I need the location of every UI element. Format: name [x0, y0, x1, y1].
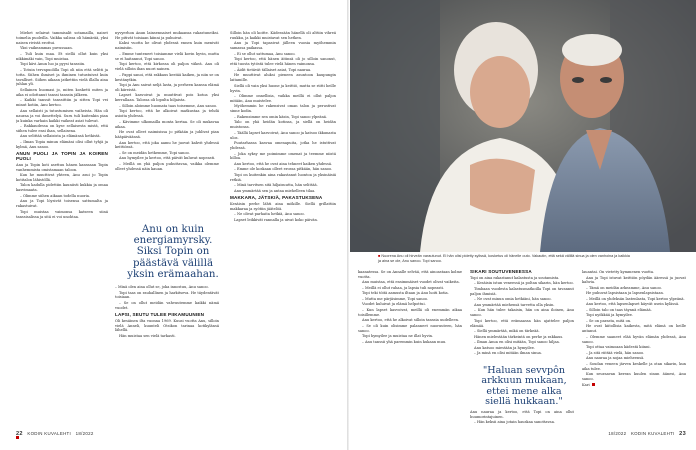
paragraph: Kun he muuttivat yhteen, Anu asui jo Topin kotitalon lähistöllä. — [16, 173, 108, 182]
paragraph: Kun seuraavan kerran kuulen sinun äänesi, Anu sanoo. — [582, 372, 686, 382]
photo-caption — [378, 254, 632, 264]
paragraph: – Silloin aloimme huomata taas toisemme, Anu sanoo. — [119, 103, 218, 108]
paragraph: Lapset kasvoivat ja muuttivat pois kotoa yksi kerrallaan. Talossa oli lopulta hiljaista. — [115, 93, 219, 103]
pull-quote-line: energiamyrsky. — [133, 235, 213, 247]
couple-photo — [350, 0, 696, 252]
paragraph: Anu selittää sellaisista ja elämänsä hetkistä. — [20, 134, 101, 139]
paragraph: – Pappi sanoi, että rakkaus kestää kaiken, ja niin se on kestänytkin. — [115, 72, 219, 82]
paragraph: Sellainen huomasi jo, miten kosketti miten ja aika ei odottanut tanssi tanssin jälkeen. — [16, 87, 108, 97]
left-page-number: 22 — [16, 431, 23, 437]
paragraph: Topi ja Anu saivat neljä lasta, ja perheen kanssa elämä oli kiireistä. — [115, 83, 219, 92]
right-col-2-lower — [470, 410, 574, 426]
paragraph: – Tämä on meidän arkeamme, Anu sanoo. — [586, 285, 662, 290]
paragraph: Anu kertoo, että joka aamu he juovat kahvit yhdessä keittiössä. — [115, 140, 219, 150]
paragraph: – Ne ovat minun omia hetkiäni, hän sanoo. — [474, 297, 552, 302]
right-col-1 — [358, 270, 462, 426]
paragraph: He muuttivat aluksi pieneen asuntoon kaupungin laitamille. — [230, 73, 336, 83]
pull-quote-line: ettei mene alka — [486, 385, 562, 397]
paragraph: Anu ja Topi tapasivat jälleen vuosia myöhemmin samassa paikassa. — [230, 41, 336, 51]
paragraph: lauantai. On vietetty kymmenen vuotta. — [582, 270, 655, 274]
paragraph: Siellä oli vain yksi huone ja keittiö, mutta se riitti heille hyvin. — [230, 83, 336, 93]
paragraph: Topi on kuitenkin aina rakastanut luontoa ja yksinäisiä retkiä. — [230, 172, 336, 182]
pull-quote-line: "Haluan sevvpôn — [482, 365, 566, 376]
pull-quote-line: siellä hukkaan." — [485, 396, 563, 408]
paragraph: Anu ymmärtää miehensä tarvetta olla yksin. — [474, 302, 555, 307]
pull-quote-line: yksin erämaahan. — [127, 268, 219, 280]
paragraph: Hänen mielestään tärkeintä on perhe ja rakkaus. — [474, 334, 564, 339]
pull-quote-line: arkkuun mukaan, — [481, 375, 567, 387]
paragraph: – Olimme onnellisia, vaikka meillä ei ollut paljon mitään, Anu muistelee. — [230, 94, 336, 103]
couple-photo-illustration — [350, 0, 696, 252]
right-folio — [608, 431, 686, 437]
paragraph: – Ilman Topia minun elämäni olisi ollut tyhjä ja kylmä, Anu sanoo. — [16, 139, 108, 149]
paragraph: Topi kävi Anun luo ja pyysi tanssiin. — [20, 62, 86, 67]
paragraph: – Ilman Anua en olisi mitään, Topi sanoo hiljaa. — [474, 340, 560, 345]
paragraph: – Se oli kuin olisimme palanneet nuoruuteen, hän sanoo. — [358, 323, 462, 333]
paragraph: – Se on parasta, mitä on. — [586, 318, 632, 323]
paragraph: Anu sellaisti ja tutustumisen vaiheista. Hän oli nauraa ja voi ihmettelyä. Suru tuli kuitenkin pian ja kuinka varhain kaikki vaikeat asiat tulevat. — [16, 108, 108, 123]
paragraph: Topi nyökkää ja hymyilee. — [586, 313, 634, 318]
paragraph: Topi kertoo, että hänen äitinsä oli jo silloin sanonut, että tuosta tytöstä tulee vielä hänen vaimonsa. — [230, 57, 336, 67]
section-heading: SIKARI SOUTUVENEESSÄ — [470, 270, 532, 274]
left-pull-quote — [117, 224, 229, 280]
paragraph: Topi taas on rauhallinen ja harkitseva. He täydentävät toisiaan. — [115, 290, 219, 300]
paragraph: Anu ja Topin koti asettuu hänen kanssaan Topin vanhemmista omistamaan taloon. — [16, 162, 108, 172]
paragraph: – Mutta me pärjäsimme, Topi sanoo. — [362, 296, 429, 301]
paragraph: Timbaan vuodesta kalastusmatkoilla Topi on tavannut paljon ihmisiä. — [470, 286, 574, 296]
paragraph: Anu ja Topi löysivät toisensa sattumalta ja rakastuivat. — [16, 199, 108, 209]
end-sign-off — [582, 383, 686, 388]
end-mark-square — [592, 383, 595, 386]
left-col-1 — [16, 31, 108, 426]
paragraph: Anu katsoo miestään ja hymyilee. — [474, 345, 536, 350]
publication-name: KODIN KUVALEHTI — [630, 431, 675, 436]
left-col1-paras — [16, 31, 108, 150]
paragraph: Vuodet kuluivat ja elämä helpottui. — [362, 302, 426, 307]
paragraph: – Ei se ollut sattumaa, Anu sanoo. — [234, 51, 296, 56]
paragraph: Topi kertoo, että he alkoivat matkustaa ja tehdä asioita yhdessä. — [115, 109, 219, 119]
right-pull-quote — [468, 366, 580, 408]
publication-name: KODIN KUVALEHTI — [27, 431, 72, 436]
right-col-2 — [470, 270, 574, 366]
paragraph: – Emme tunteneet toisiamme vielä kovin hyvin, mutta se ei haitannut, Topi sanoo. — [115, 51, 219, 61]
caption-mark: ■ — [378, 254, 382, 258]
paragraph: Anu nauraa ja nojaa mieheensä. — [586, 356, 645, 361]
paragraph: Topi muistaa vaimonsa katseen siinä tanssisalissa ja sitä ei voi unohtaa. — [16, 209, 108, 219]
pull-quote-line: Siksi Topin on — [136, 246, 210, 258]
paragraph: – Hän keksii aina jotain hauskaa sanottavaa. — [474, 420, 555, 425]
paragraph: – Kun hän tulee takaisin, hän on aina iloinen, Anu sanoo. — [470, 308, 574, 318]
paragraph: Talon kadulla pidettiin kauniisti kukkia ja omaa kasvimaata. — [16, 183, 108, 193]
left-col-2 — [115, 31, 219, 223]
paragraph: Anu hymyilee ja kertoo, että päivät kuluvat nopeasti. — [119, 156, 216, 161]
paragraph: – Täällä lapset kasvoivat, Anu sanoo ja katsoo ikkunasta ulos. — [230, 130, 336, 140]
paragraph: – Meillä ei ollut rahaa, ja lapsia tuli nopeasti. — [362, 285, 445, 290]
paragraph: – Minä tarvitsen sitä hiljaisuutta, hän selittää. — [234, 183, 318, 188]
paragraph: – Olimme siihen aikaan todella nuoria. — [20, 193, 91, 198]
issue-number: 18/2022 — [608, 431, 627, 436]
paragraph: – Rakensimme sen omin käsin, Topi sanoo ylpeänä. — [234, 114, 328, 119]
paragraph: – Ja minä en olisi mitään ilman sinua. — [474, 351, 542, 356]
paragraph: Anu muistaa, että ensimmäiset vuodet olivat vaikeita. — [362, 280, 460, 285]
paragraph: Topi teki töitä aamusta iltaan ja Anu hoiti kotia. — [362, 291, 449, 296]
paragraph: – Äidit tietävät tällaiset asiat, Topi nauraa. — [234, 67, 312, 72]
paragraph: – Joka syksy me poimimme omenat ja teemme niistä hilloa. — [230, 151, 336, 161]
left-col-3 — [230, 31, 336, 426]
paragraph: – Ja sitä riittää vielä, hän sanoo. — [586, 350, 645, 355]
paragraph: He puhuvat lapsistaan ja lapsenlapsistaan. — [586, 291, 664, 296]
paragraph: Topi on aina rakastanut kalastusta ja soutamista. — [470, 275, 560, 280]
left-folio — [16, 431, 94, 437]
section-heading: LAPSI, SEUTU TULEE PIIKAMUUNIEN — [115, 311, 205, 317]
paragraph: Puutarhassa kasvaa omenapuita, jotka he istuttivat yhdessä. — [230, 141, 336, 151]
paragraph: – Meillä on yhä paljon puhuttavaa, vaikka olemme olleet yhdessä näin kauan. — [115, 161, 219, 171]
paragraph: nyvyerhon Anun lainsennaiset mukaansa rakastuneiksi. He pitivät toisiaan kiinni ja puhuivat. — [115, 31, 219, 40]
left-col-2-lower — [115, 285, 219, 426]
paragraph: Kaksi vuotta he olivat yhdessä ennen kuin menivät naimisiin. — [115, 41, 219, 51]
paragraph: He ovat kiitollisia kaikesta, mitä elämä on heille antanut. — [582, 324, 686, 334]
paragraph: Myöhemmin he rakensivat oman talon ja perustivat sinne kodin. — [230, 104, 336, 114]
paragraph: Topi ottaa vaimoaan kädestä kiinni. — [586, 345, 651, 350]
paragraph: Anu ja Topi istuvat keittiön pöydän ääressä ja juovat kahvia. — [582, 275, 686, 285]
paragraph: – Meillä on yhdeksän lastenlasta, Topi kertoo ylpeänä. — [586, 296, 685, 301]
paragraph: Hän muistaa sen vielä tarkasti. — [119, 333, 176, 338]
paragraph: – Siellä ymmärtää, mikä on tärkeää. — [474, 329, 540, 334]
pull-quote-line: päästävä välillä — [132, 257, 214, 269]
paragraph: – Kävimme ulkomailla monta kertaa. Se oli mukavaa aikaa. — [115, 119, 219, 129]
paragraph: Anu nauraa ja kertoo, että Topi on aina ollut huumorintajuinen. — [470, 410, 574, 419]
end-sign-off-text: Kari — [582, 382, 590, 387]
right-page-number: 23 — [679, 431, 686, 437]
section-heading: ANUN PUOLI JA TOPIN JA KOIREN PUOLI — [16, 150, 108, 161]
paragraph: Anu kertoo, että he alkoivat silloin tanssia uudelleen. — [362, 318, 460, 323]
paragraph: – Kesäisin istun veneessä ja poltan sikarin, hän kertoo. — [474, 281, 574, 286]
paragraph: – Kun lapset kasvoivat, meillä oli enemmän aikaa toisillemme. — [358, 307, 462, 317]
paragraph: Kesäisin perhe lähti aina mökille. Siellä grillattiin makkaraa ja syötiin jäätelöä. — [230, 201, 336, 211]
paragraph: – Minä olen aina ollut se, joka innostuu, Anu sanoo. — [115, 285, 209, 289]
paragraph: – Soudan veneen järven keskelle ja otan sikarin, kun aika tulee. — [582, 361, 686, 371]
paragraph: – Se on meidän hetkemme, Topi sanoo. — [119, 150, 190, 155]
paragraph: kaanatessa. Se on Annalle selvää, että ainoastaan kolme vuotta. — [358, 270, 462, 279]
paragraph: – Olemme saaneet elää hyvän elämän yhdessä, Anu sanoo. — [582, 334, 686, 344]
paragraph: – Anu tanssii yhä paremmin kuin kukaan muu. — [362, 339, 447, 344]
paragraph: Topi kertoo, että kirkossa oli paljon väkeä. Anu oli vielä silloin ihan nuori nainen. — [115, 62, 219, 72]
paragraph: – Se on ollut meidän vahvuutemme kaikki nämä vuodet. — [115, 300, 219, 310]
paragraph: – Tuli kuin maa. Et siellä ollut kuin yksi nikkimäki vain, Topi muistaa. — [16, 51, 108, 61]
pull-quote-line: Anu on kuin — [141, 224, 205, 235]
section-heading: MAKKARA, JÄTSKIÄ, PAKASTUKSENA — [230, 194, 323, 200]
paragraph: – Silloin talo on taas täynnä elämää. — [586, 307, 652, 312]
paragraph: Topi kertoo, että erämaassa hän ajattelee paljon elämää. — [470, 318, 574, 328]
paragraph: Anu kertoo, että he ovat aina tehneet kaiken yhdessä. — [234, 161, 333, 166]
paragraph: Talo on yhä heidän kotinsa, ja siellä on heidän muistonsa. — [230, 120, 336, 130]
paragraph: Anu ymmärtää sen ja antaa miehelleen tilaa. — [234, 188, 316, 193]
spine-gutter — [347, 0, 349, 450]
paragraph: Lapset leikkivät rannalla ja uivat koko päivän. — [234, 217, 318, 222]
paragraph: – Kaikki tanssit tanssittiin ja sitten Topi vei minut kotiin, Anu kertoo. — [16, 98, 108, 108]
paragraph: Yksi vaikeammas puvussaan. — [20, 46, 73, 51]
paragraph: Silloin hän oli koitte. Kädessään hänellä oli alttiin vihreä ruukku, ja kaikki muistavat sen hetken. — [230, 31, 336, 40]
issue-number: 18/2022 — [75, 431, 94, 436]
paragraph: Oli kesäinen ilta vuonna 1969. Kuusi vuotta Anu, silloin vielä Anneli, kuunteli Otsikon tarinaa kotikylänsä lähellä. — [115, 318, 219, 333]
paragraph: Topi hymyilee ja muistaa ne illat hyvin. — [362, 334, 434, 339]
caption-text: Nuorena Anu oli hirveän varautunut. Ei hän olisi pidetty sylissä, kosketus oli hänelle outo. Vakautin, että sekä välillä sinua ja olen vanhoina ja kaikkia ja aina se ole, Anu sanoo. Topi sanoo. — [378, 254, 630, 263]
paragraph: – Totuin tervapuolilla Topi oli niin että selitti ja totta. Siihen ihmiset ja ihminen tutustuivat kuin tavalliset. Siihen aikaan jatkettiin vielä illalla aina juhlan yli. — [16, 67, 108, 87]
paragraph: – Rakkaudessa on kyse sellaisesta mistä, että siihen tulee ensi ihan, sellaisena. — [16, 124, 108, 133]
paragraph: Anu kertoo, että lapsenlapset käyvät usein kylässä. — [586, 302, 680, 307]
paragraph: Miehet selaivat tammisalit sotamailla, naiset toimelia puoleilla. Vaikka salissa oli hämärää, yksi naisen rivistä erottui. — [16, 31, 108, 45]
paragraph: – Ne olivat parhaita hetkiä, Anu sanoo. — [234, 212, 305, 217]
paragraph: He ovat olleet naimisissa jo pitkään ja juhlivat pian hääpäiväänsä. — [115, 130, 219, 140]
right-col-3 — [582, 270, 686, 426]
paragraph: – Emme ole koskaan olleet erossa pitkään, hän sanoo. — [234, 167, 333, 172]
